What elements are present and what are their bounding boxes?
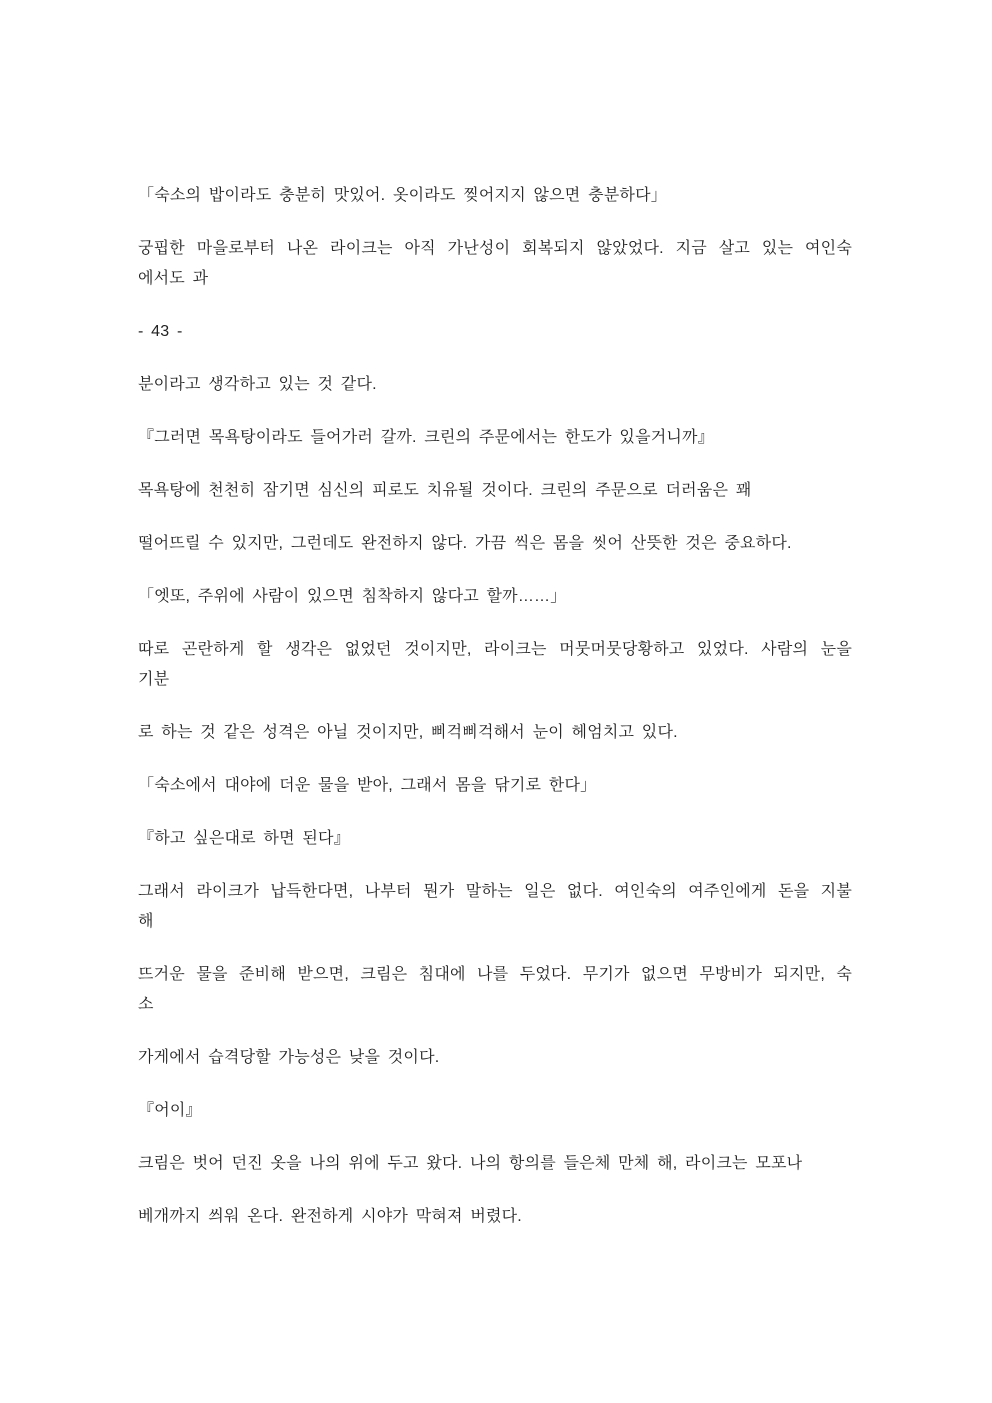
text-line: 가게에서 습격당할 가능성은 낮을 것이다. xyxy=(138,1049,440,1066)
text-line: 소 xyxy=(138,996,154,1013)
text-line: 「엣또, 주위에 사람이 있으면 침착하지 않다고 할까……」 xyxy=(138,588,567,605)
text-line: 떨어뜨릴 수 있지만, 그런데도 완전하지 않다. 가끔 씩은 몸을 씻어 산뜻한 것은 중요하다. xyxy=(138,535,792,552)
text-line: 로 하는 것 같은 성격은 아닐 것이지만, 삐걱삐걱해서 눈이 헤엄치고 있다. xyxy=(138,724,678,741)
text-line: 「숙소에서 대야에 더운 물을 받아, 그래서 몸을 닦기로 한다」 xyxy=(138,777,597,794)
text-line: 분이라고 생각하고 있는 것 같다. xyxy=(138,376,377,393)
text-line: 기분 xyxy=(138,671,170,688)
text-line: 『그러면 목욕탕이라도 들어가러 갈까. 크린의 주문에서는 한도가 있을거니까』 xyxy=(138,429,714,446)
text-line: 뜨거운 물을 준비해 받으면, 크림은 침대에 나를 두었다. 무기가 없으면 무방비가 되지만, 숙 xyxy=(138,966,852,983)
text-line: 그래서 라이크가 납득한다면, 나부터 뭔가 말하는 일은 없다. 여인숙의 여주인에게 돈을 지불 xyxy=(138,883,852,900)
text-line: 『하고 싶은대로 하면 된다』 xyxy=(138,830,350,847)
document-text xyxy=(138,181,852,1232)
text-line: 에서도 과 xyxy=(138,270,209,287)
text-line: 「숙소의 밥이라도 충분히 맛있어. 옷이라도 찢어지지 않으면 충분하다」 xyxy=(138,187,667,204)
text-line: 궁핍한 마을로부터 나온 라이크는 아직 가난성이 회복되지 않았었다. 지금 살고 있는 여인숙 xyxy=(138,240,852,257)
text-line: 『어이』 xyxy=(138,1102,202,1119)
text-line: 베개까지 씌워 온다. 완전하게 시야가 막혀져 버렸다. xyxy=(138,1208,522,1225)
text-line: 해 xyxy=(138,913,154,930)
text-line: 따로 곤란하게 할 생각은 없었던 것이지만, 라이크는 머뭇머뭇당황하고 있었다. 사람의 눈을 xyxy=(138,641,852,658)
page-number: - 43 - xyxy=(138,323,183,340)
text-line: 목욕탕에 천천히 잠기면 심신의 피로도 치유될 것이다. 크린의 주문으로 더러움은 꽤 xyxy=(138,482,752,499)
text-line: 크림은 벗어 던진 옷을 나의 위에 두고 왔다. 나의 항의를 들은체 만체 해, 라이크는 모포나 xyxy=(138,1155,803,1172)
